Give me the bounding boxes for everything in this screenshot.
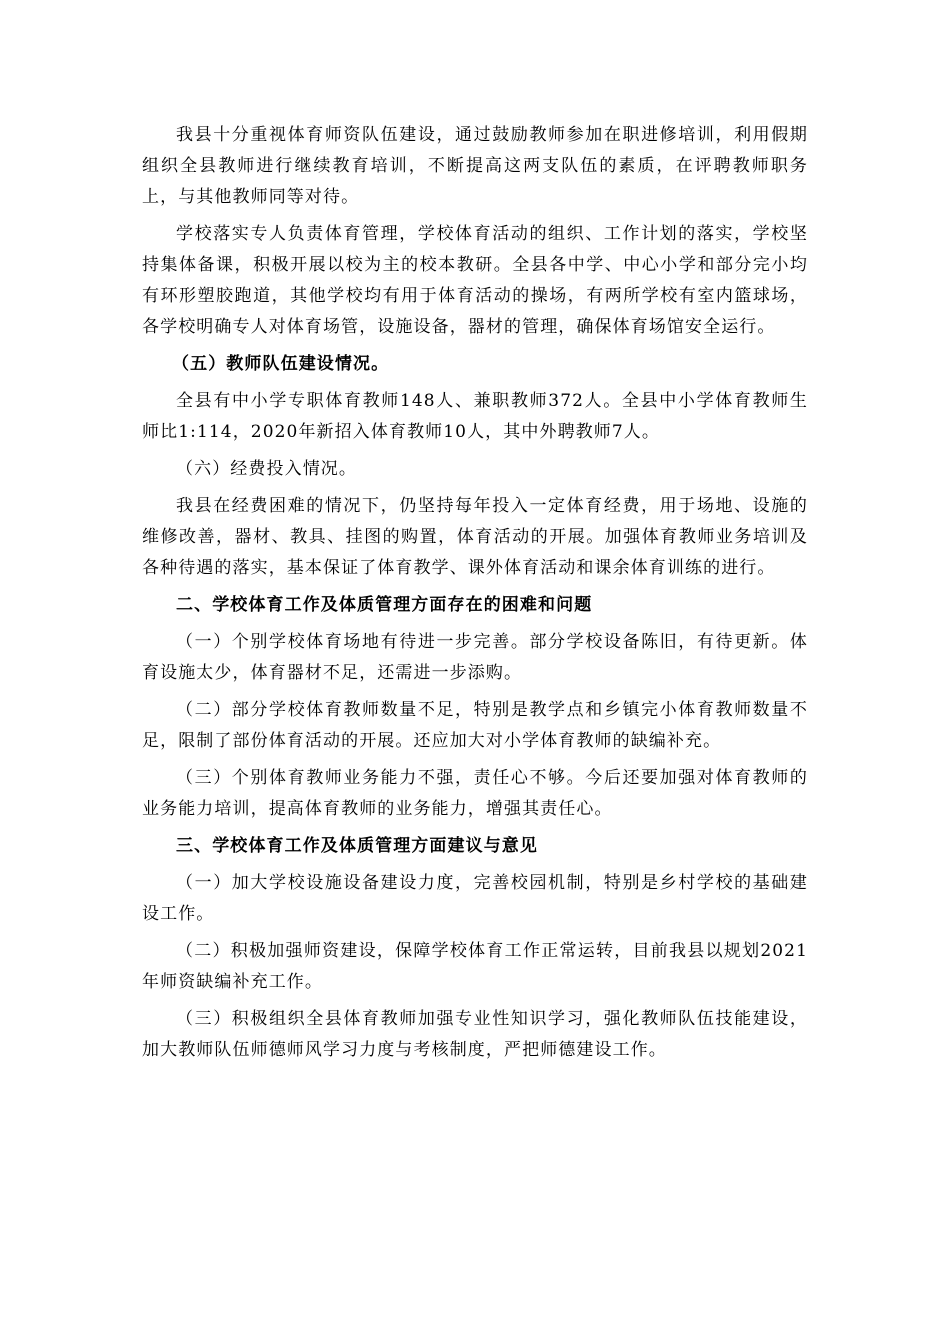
heading-section-three: 三、学校体育工作及体质管理方面建议与意见 xyxy=(176,836,538,856)
paragraph-suggestion-2: （二）积极加强师资建设，保障学校体育工作正常运转，目前我县以规划2021年师资缺编补充工作。 xyxy=(142,941,808,992)
paragraph-teacher-count: 全县有中小学专职体育教师148人、兼职教师372人。全县中小学体育教师生师比1:114，2020年新招入体育教师10人，其中外聘教师7人。 xyxy=(142,391,808,442)
document-page xyxy=(142,120,808,1072)
paragraph-problem-2: （二）部分学校体育教师数量不足，特别是教学点和乡镇完小体育教师数量不足，限制了部份体育活动的开展。还应加大对小学体育教师的缺编补充。 xyxy=(142,700,808,751)
heading-section-two: 二、学校体育工作及体质管理方面存在的困难和问题 xyxy=(176,595,593,615)
paragraph-sports-management: 学校落实专人负责体育管理，学校体育活动的组织、工作计划的落实，学校坚持集体备课，积极开展以校为主的校本教研。全县各中学、中心小学和部分完小均有环形塑胶跑道，其他学校均有用于体育活动的操场，有两所学校有室内篮球场，各学校明确专人对体育场管，设施设备，器材的管理，确保体育场馆安全运行。 xyxy=(142,224,808,337)
paragraph-suggestion-3: （三）积极组织全县体育教师加强专业性知识学习，强化教师队伍技能建设，加大教师队伍师德师风学习力度与考核制度，严把师德建设工作。 xyxy=(142,1009,808,1060)
paragraph-funding: 我县在经费困难的情况下，仍坚持每年投入一定体育经费，用于场地、设施的维修改善，器材、教具、挂图的购置，体育活动的开展。加强体育教师业务培训及各种待遇的落实，基本保证了体育教学、课外体育活动和课余体育训练的进行。 xyxy=(142,496,808,578)
paragraph-problem-3: （三）个别体育教师业务能力不强，责任心不够。今后还要加强对体育教师的业务能力培训，提高体育教师的业务能力，增强其责任心。 xyxy=(142,768,808,819)
heading-funding: （六）经费投入情况。 xyxy=(176,459,357,479)
heading-teacher-team: （五）教师队伍建设情况。 xyxy=(172,354,390,374)
paragraph-teacher-training: 我县十分重视体育师资队伍建设，通过鼓励教师参加在职进修培训，利用假期组织全县教师进行继续教育培训，不断提高这两支队伍的素质，在评聘教师职务上，与其他教师同等对待。 xyxy=(142,125,808,207)
paragraph-problem-1: （一）个别学校体育场地有待进一步完善。部分学校设备陈旧，有待更新。体育设施太少，体育器材不足，还需进一步添购。 xyxy=(142,632,808,683)
paragraph-suggestion-1: （一）加大学校设施设备建设力度，完善校园机制，特别是乡村学校的基础建设工作。 xyxy=(142,873,808,924)
